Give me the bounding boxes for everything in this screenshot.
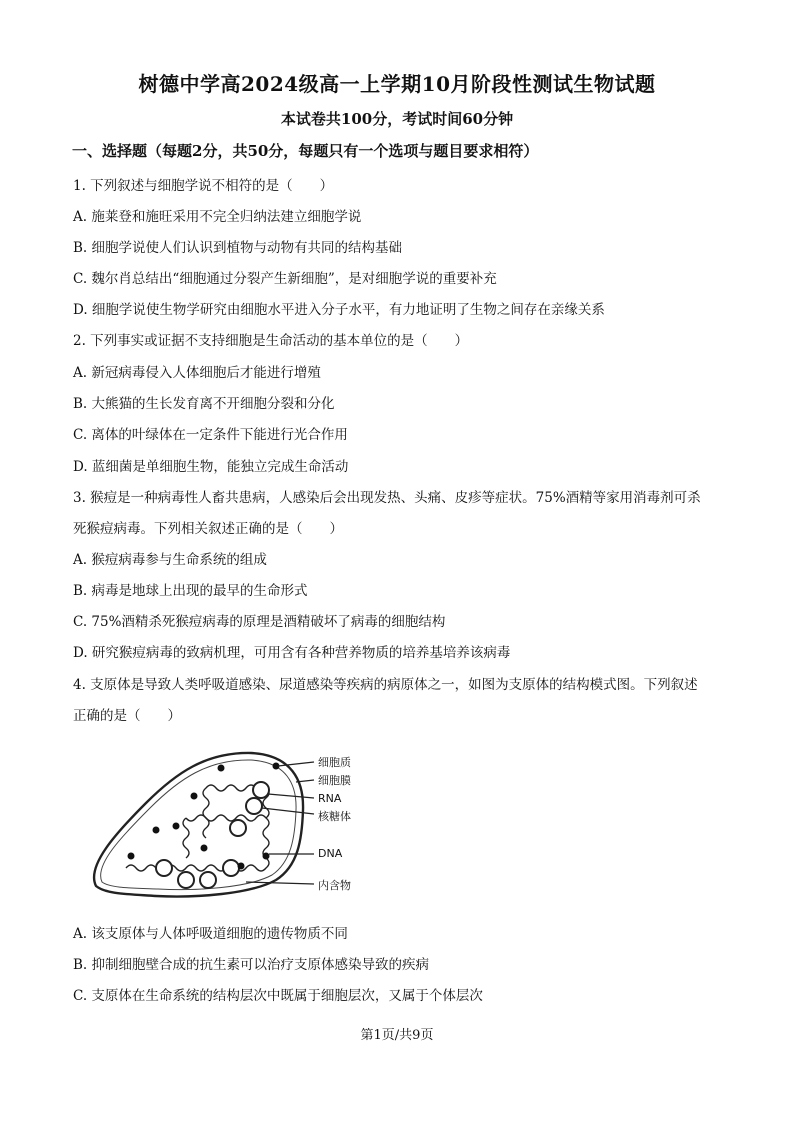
q2-option-d: D. 蓝细菌是单细胞生物，能独立完成生命活动: [73, 459, 349, 475]
inclusion-dot: [263, 853, 270, 860]
ribosome: [200, 872, 216, 888]
label-membrane: 细胞膜: [318, 774, 351, 787]
leader-inclusion: [246, 882, 314, 884]
q3-option-b: B. 病毒是地球上出现的最早的生命形式: [73, 583, 308, 599]
ribosome: [223, 860, 239, 876]
ribosome: [253, 782, 269, 798]
inclusion-dot: [218, 765, 225, 772]
ribosome: [246, 798, 262, 814]
q2-option-a: A. 新冠病毒侵入人体细胞后才能进行增殖: [73, 365, 321, 381]
exam-subtitle: 本试卷共100分，考试时间60分钟: [280, 110, 514, 128]
q1-option-c: C. 魏尔肖总结出“细胞通过分裂产生新细胞”，是对细胞学说的重要补充: [73, 271, 497, 287]
q3-option-a: A. 猴痘病毒参与生命系统的组成: [73, 552, 267, 568]
inclusion-dot: [238, 863, 245, 870]
q4-option-c: C. 支原体在生命系统的结构层次中既属于细胞层次，又属于个体层次: [73, 988, 483, 1004]
mycoplasma-diagram: [86, 748, 386, 908]
ribosome: [156, 860, 172, 876]
leader-rna: [268, 794, 314, 798]
q4-stem-line2: 正确的是（ ）: [73, 708, 181, 724]
inclusion-dot: [191, 793, 198, 800]
leader-ribosome: [262, 808, 314, 814]
q3-stem-line2: 死猴痘病毒。下列相关叙述正确的是（ ）: [73, 521, 343, 537]
q4-stem-line1: 4. 支原体是导致人类呼吸道感染、尿道感染等疾病的病原体之一，如图为支原体的结构模式图。下列叙述: [73, 677, 698, 693]
label-ribosome: 核糖体: [318, 810, 351, 823]
label-cytoplasm: 细胞质: [318, 756, 351, 769]
label-rna: RNA: [318, 792, 342, 805]
ribosome: [230, 820, 246, 836]
label-inclusion: 内含物: [318, 879, 351, 892]
label-dna: DNA: [318, 847, 343, 860]
inclusion-dot: [153, 827, 160, 834]
q1-option-d: D. 细胞学说使生物学研究由细胞水平进入分子水平，有力地证明了生物之间存在亲缘关系: [73, 302, 605, 318]
q1-option-a: A. 施莱登和施旺采用不完全归纳法建立细胞学说: [73, 209, 362, 225]
q4-option-b: B. 抑制细胞壁合成的抗生素可以治疗支原体感染导致的疾病: [73, 957, 430, 973]
inclusion-dot: [173, 823, 180, 830]
exam-title: 树德中学高2024级高一上学期10月阶段性测试生物试题: [138, 72, 656, 96]
q1-option-b: B. 细胞学说使人们认识到植物与动物有共同的结构基础: [73, 240, 403, 256]
q3-option-d: D. 研究猴痘病毒的致病机理，可用含有各种营养物质的培养基培养该病毒: [73, 645, 511, 661]
ribosome: [178, 872, 194, 888]
q2-option-c: C. 离体的叶绿体在一定条件下能进行光合作用: [73, 427, 348, 443]
dna-strand: [126, 815, 269, 871]
q2-option-b: B. 大熊猫的生长发育离不开细胞分裂和分化: [73, 396, 335, 412]
q4-option-a: A. 该支原体与人体呼吸道细胞的遗传物质不同: [73, 926, 348, 942]
inclusion-dot: [128, 853, 135, 860]
page-number: 第1页/共9页: [360, 1028, 434, 1043]
q3-stem-line1: 3. 猴痘是一种病毒性人畜共患病，人感染后会出现发热、头痛、皮疹等症状。75%酒精等家用消毒剂可杀: [73, 490, 701, 506]
q2-stem: 2. 下列事实或证据不支持细胞是生命活动的基本单位的是（ ）: [73, 333, 469, 349]
inclusion-dot: [201, 845, 208, 852]
section-heading: 一、选择题（每题2分，共50分，每题只有一个选项与题目要求相符）: [72, 142, 539, 160]
q1-stem: 1. 下列叙述与细胞学说不相符的是（ ）: [73, 178, 334, 194]
q3-option-c: C. 75%酒精杀死猴痘病毒的原理是酒精破坏了病毒的细胞结构: [73, 614, 446, 630]
